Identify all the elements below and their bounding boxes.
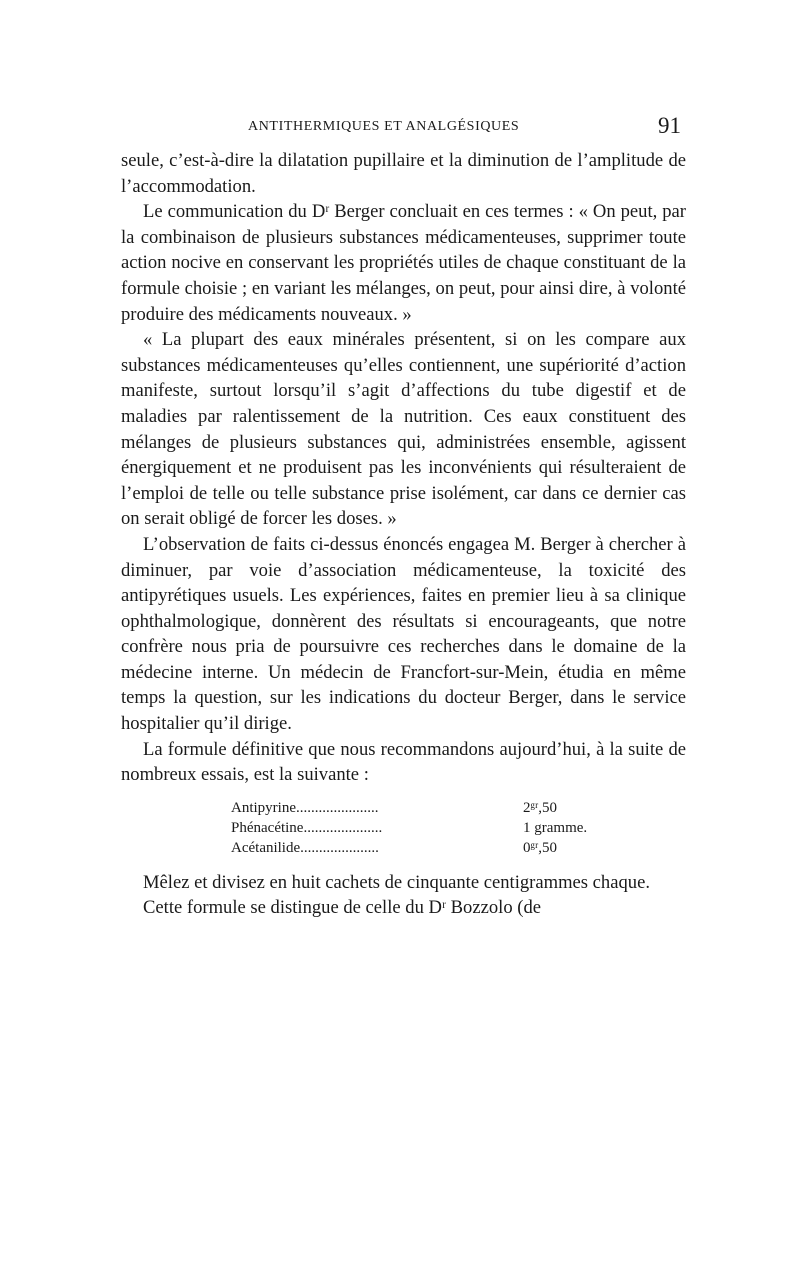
page-header [120, 113, 685, 139]
paragraph-5: La formule définitive que nous recommandons aujourd’hui, à la suite de nombreux essais, est la suivante : [121, 738, 686, 786]
running-title: ANTITHERMIQUES ET ANALGÉSIQUES [248, 119, 520, 134]
ingredient-name: Antipyrine...................... [231, 799, 379, 816]
page-number: 91 [658, 113, 681, 138]
paragraph-7: Cette formule se distingue de celle du Dʳ Bozzolo (de [143, 897, 542, 919]
formula-row [231, 818, 651, 838]
paragraph-4: L’observation de faits ci-dessus énoncés engagea M. Berger à chercher à diminuer, par voie d’association médicamenteuse, la toxicité des antipyrétiques usuels. Les expériences, faites en premier lieu à sa clinique ophthalmologique, donnèrent des résultats si encourageants, que notre confrère nous pria de poursuivre ces recherches dans le domaine de la médecine interne. Un médecin de Francfort-sur-Mein, étudia en même temps la question, sur les indications du docteur Berger, dans le service hospitalier qu’il dirige. [121, 533, 686, 735]
ingredient-dose: 2ᵍʳ,50 [523, 799, 558, 816]
ingredient-name: Phénacétine..................... [231, 819, 383, 836]
paragraph-3: « La plupart des eaux minérales présentent, si on les compare aux substances médicamenteuses qu’elles contiennent, une supériorité d’action manifeste, surtout lorsqu’il s’agit d’affections du tube digestif et de maladies par ralentissement de la nutrition. Ces eaux constituent des mélanges de plusieurs substances qui, administrées ensemble, agissent énergiquement et ne produisent pas les inconvénients qui résulteraient de l’emploi de telle ou telle substance prise isolément, car dans ce dernier cas on serait obligé de forcer les doses. » [121, 329, 686, 530]
formula-row [231, 838, 651, 858]
ingredient-name: Acétanilide..................... [231, 839, 379, 856]
formula-table [231, 798, 651, 858]
ingredient-dose: 1 gramme. [523, 819, 588, 836]
formula-row [231, 798, 651, 818]
ingredient-dose: 0ᵍʳ,50 [523, 839, 558, 856]
paragraph-6: Mêlez et divisez en huit cachets de cinquante centigrammes chaque. [143, 871, 650, 893]
paragraph-1: seule, c’est-à-dire la dilatation pupillaire et la diminution de l’amplitude de l’accommodation. [121, 150, 686, 197]
paragraph-2: Le communication du Dʳ Berger concluait en ces termes : « On peut, par la combinaison de plusieurs substances médicamenteuses, supprimer toute action nocive en conservant les propriétés utiles de chaque constituant de la formule choisie ; en variant les mélanges, on peut, pour ainsi dire, à volonté produire des médicaments nouveaux. » [121, 201, 686, 325]
body-text [121, 148, 686, 921]
